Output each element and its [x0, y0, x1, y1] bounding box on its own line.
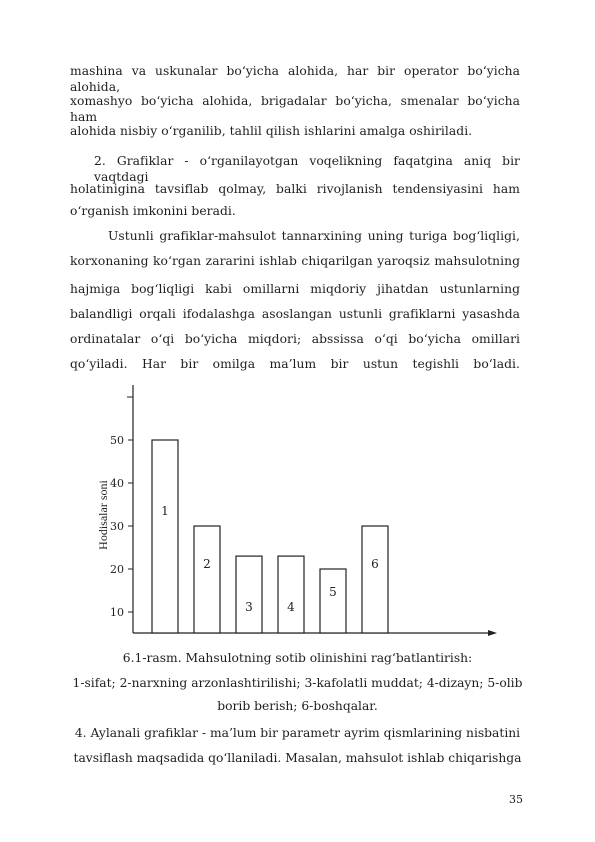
text-line: mashina va uskunalar bo‘yicha alohida, har bir operator bo‘yicha alohida, — [70, 64, 520, 94]
bar-label: 2 — [203, 557, 211, 571]
bar-label: 3 — [245, 600, 253, 615]
text-line: hajmiga bog‘liqligi kabi omillarni miqdoriy jihatdan ustunlarning — [70, 282, 520, 296]
text-line: 2. Grafiklar - o‘rganilayotgan voqelikning faqatgina aniq bir vaqtdagi — [94, 154, 520, 184]
page-number: 35 — [509, 793, 523, 806]
chart-axes — [127, 385, 497, 636]
bar-1 — [152, 440, 178, 633]
text-line: holatinigina tavsiflab qolmay, balki rivojlanish tendensiyasini ham — [70, 182, 520, 196]
text-line: 4. Aylanali grafiklar - ma’lum bir parametr ayrim qismlarining nisbatini — [74, 726, 521, 740]
bar-2 — [194, 526, 220, 633]
figure-caption-title: 6.1-rasm. Mahsulotning sotib olinishini rag‘batlantirish: — [122, 651, 473, 665]
bar-3 — [236, 556, 262, 633]
y-tick-label: 50 — [110, 434, 124, 447]
chart-bars — [152, 440, 388, 633]
y-tick-label: 30 — [110, 520, 124, 533]
text-line: xomashyo bo‘yicha alohida, brigadalar bo‘yicha, smenalar bo‘yicha ham — [70, 94, 520, 124]
bar-6 — [362, 526, 388, 633]
text-line: qo‘yiladi. Har bir omilga ma’lum bir ustun tegishli bo‘ladi. — [70, 357, 520, 371]
figure-caption-legend: borib berish; 6-boshqalar. — [217, 699, 378, 713]
figure-caption-legend: 1-sifat; 2-narxning arzonlashtirilishi; 3-kafolatli muddat; 4-dizayn; 5-olib — [72, 676, 523, 690]
y-tick-label: 20 — [110, 563, 124, 576]
y-tick-label: 10 — [110, 606, 124, 619]
text-line: alohida nisbiy o‘rganilib, tahlil qilish ishlarini amalga oshiriladi. — [70, 124, 473, 138]
x-axis-arrow — [488, 630, 497, 636]
bar-label: 5 — [329, 585, 337, 599]
bar-4 — [278, 556, 304, 633]
y-axis-label: Hodisalar soni — [96, 480, 110, 550]
y-tick-label: 40 — [110, 477, 124, 490]
bar-label: 1 — [161, 504, 169, 518]
bar-5 — [320, 569, 346, 633]
text-line: o‘rganish imkonini beradi. — [70, 204, 236, 218]
text-line: ordinatalar o‘qi bo‘yicha miqdori; abssissa o‘qi bo‘yicha omillari — [70, 332, 520, 346]
text-line: Ustunli grafiklar-mahsulot tannarxining uning turiga bog‘liqligi, — [108, 229, 520, 243]
bar-label: 4 — [287, 600, 295, 615]
bar-label: 6 — [371, 557, 379, 571]
text-line: korxonaning ko‘rgan zararini ishlab chiqarilgan yaroqsiz mahsulotning — [70, 254, 520, 268]
text-line: balandligi orqali ifodalashga asoslangan ustunli grafiklarni yasashda — [70, 307, 520, 321]
text-line: tavsiflash maqsadida qo‘llaniladi. Masalan, mahsulot ishlab chiqarishga — [73, 751, 522, 765]
